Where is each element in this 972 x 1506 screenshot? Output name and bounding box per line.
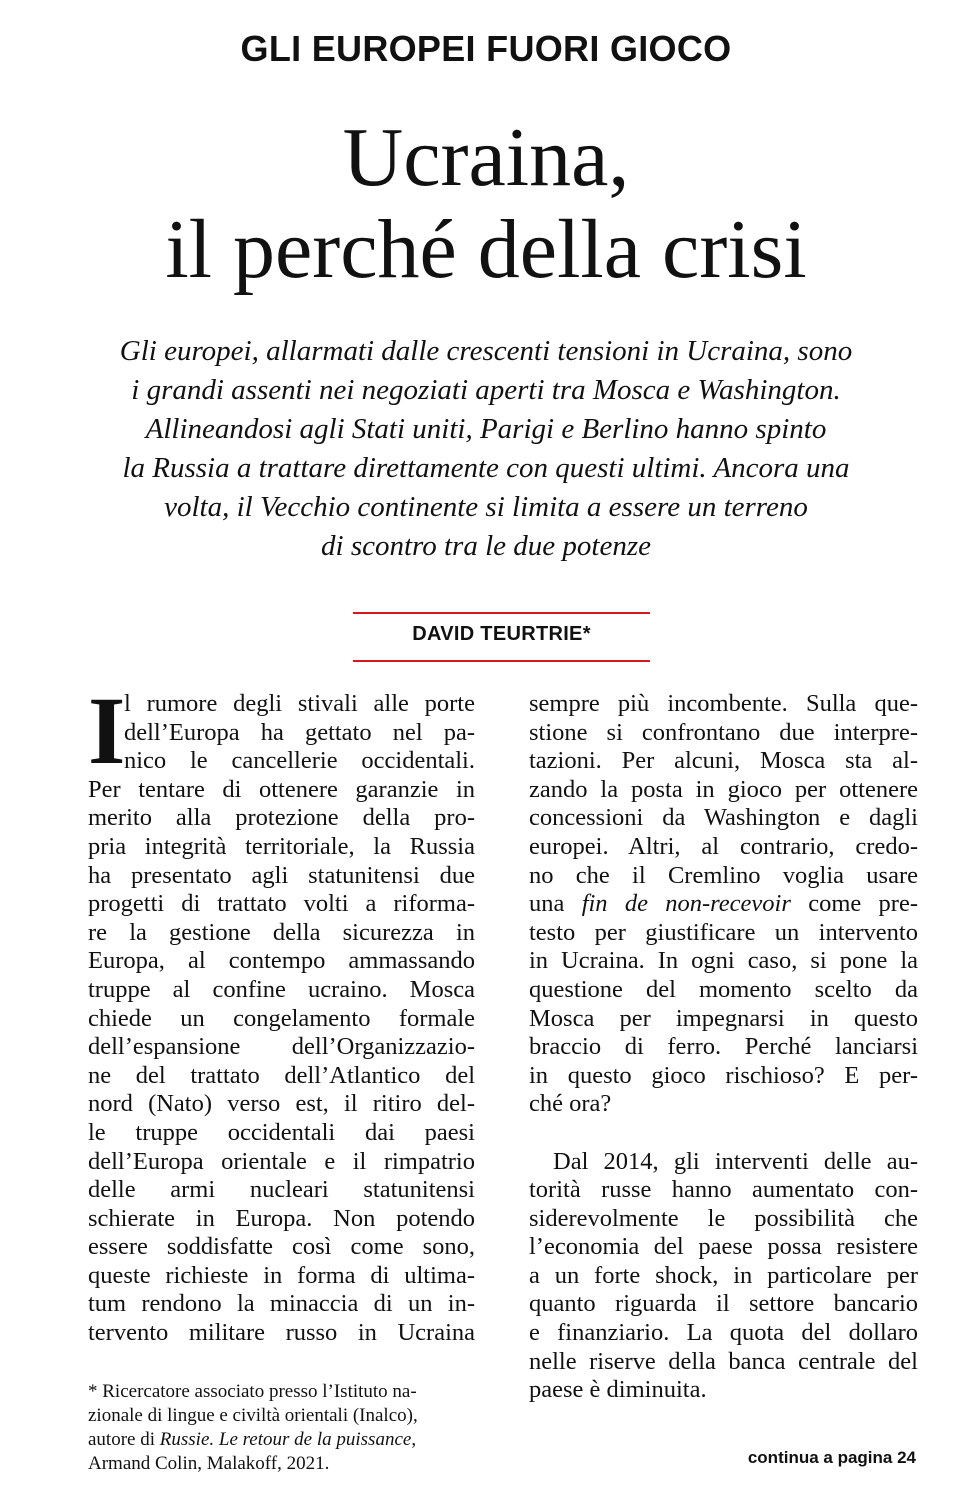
body-line: nelle riserve della banca centrale del [529, 1347, 918, 1375]
body-line: progetti di trattato volti a riforma- [88, 890, 475, 918]
body-line: Dal 2014, gli interventi delle au- [553, 1147, 918, 1175]
body-line: truppe al confine ucraino. Mosca [88, 975, 475, 1003]
body-line: essere soddisfatte così come sono, [88, 1233, 475, 1261]
body-text: una [529, 890, 582, 918]
standfirst-line: Gli europei, allarmati dalle crescenti tensioni in Ucraina, sono [119, 335, 853, 367]
continue-link: continua a pagina 24 [747, 1448, 916, 1467]
body-line: ché ora? [529, 1090, 612, 1118]
body-line: schierate in Europa. Non potendo [88, 1204, 475, 1232]
body-line-italic-phrase [529, 890, 918, 919]
headline [0, 112, 972, 296]
standfirst-line: Allineandosi agli Stati uniti, Parigi e Berlino hanno spinto [145, 413, 827, 445]
byline-rule-bottom [353, 660, 650, 662]
body-line: ha presentato agli statunitensi due [88, 861, 475, 889]
body-line: in Ucraina. In ogni caso, si pone la [529, 947, 918, 975]
body-line: Europa, al contempo ammassando [88, 947, 475, 975]
footnote-line: Armand Colin, Malakoff, 2021. [88, 1453, 330, 1474]
body-line: Per tentare di ottenere garanzie in [88, 775, 475, 803]
footnote-text: autore di [88, 1429, 160, 1450]
body-line: dell’Europa orientale e il rimpatrio [88, 1147, 475, 1175]
body-line: le truppe occidentali dai paesi [88, 1118, 475, 1146]
body-line: nico le cancellerie occidentali. [124, 747, 475, 775]
headline-line: Ucraina, [342, 111, 630, 204]
body-line: quanto riguarda il settore bancario [529, 1290, 918, 1318]
article-column-left [88, 677, 475, 1348]
body-line: testo per giustificare un intervento [529, 918, 918, 946]
drop-cap: I [88, 677, 126, 784]
article-column-right [529, 690, 918, 1405]
body-line: concessioni da Washington e dagli [529, 804, 918, 832]
footnote-line: * Ricercatore associato presso l’Istituto na- [88, 1381, 417, 1402]
body-line: queste richieste in forma di ultima- [88, 1261, 475, 1289]
kicker-heading: GLI EUROPEI FUORI GIOCO [240, 28, 732, 69]
footnote-line [88, 1428, 475, 1452]
body-text: come pre- [790, 890, 918, 918]
body-line: dell’Europa ha gettato nel pa- [124, 718, 475, 746]
body-line: nord (Nato) verso est, il ritiro del- [88, 1090, 475, 1118]
footnote-text: , [411, 1429, 417, 1450]
standfirst [60, 332, 912, 566]
body-line: torità russe hanno aumentato con- [529, 1176, 918, 1204]
byline-rule-top [353, 612, 650, 614]
book-title: Russie. Le retour de la puissance [159, 1429, 412, 1450]
body-line: tazioni. Per alcuni, Mosca sta al- [529, 747, 918, 775]
body-line: tervento militare russo in Ucraina [88, 1319, 475, 1347]
body-line: pria integrità territoriale, la Russia [88, 832, 475, 860]
body-line: in questo gioco rischioso? E per- [529, 1061, 918, 1089]
body-line: ne del trattato dell’Atlantico del [88, 1061, 475, 1089]
standfirst-line: la Russia a trattare direttamente con questi ultimi. Ancora una [122, 452, 850, 484]
body-line: dell’espansione dell’Organizzazio- [88, 1033, 475, 1061]
body-line: e finanziario. La quota del dollaro [529, 1319, 918, 1347]
body-line: delle armi nucleari statunitensi [88, 1176, 475, 1204]
body-line: re la gestione della sicurezza in [88, 918, 475, 946]
paragraph-gap [529, 1119, 918, 1148]
body-line: l rumore degli stivali alle porte [124, 690, 475, 717]
body-line: tum rendono la minaccia di un in- [88, 1290, 475, 1318]
body-line: merito alla protezione della pro- [88, 804, 475, 832]
standfirst-line: di scontro tra le due potenze [321, 530, 651, 562]
body-line: zando la posta in gioco per ottenere [529, 775, 918, 803]
body-line: questione del momento scelto da [529, 975, 918, 1003]
italic-phrase: fin de non-recevoir [581, 890, 791, 918]
standfirst-line: i grandi assenti nei negoziati aperti tra Mosca e Washington. [131, 374, 841, 406]
body-line: chiede un congelamento formale [88, 1004, 475, 1032]
body-line: paese è diminuita. [529, 1376, 707, 1404]
body-line: europei. Altri, al contrario, credo- [529, 832, 918, 860]
body-line: no che il Cremlino voglia usare [529, 861, 918, 889]
body-line: a un forte shock, in particolare per [529, 1261, 918, 1289]
body-line: siderevolmente le possibilità che [529, 1204, 918, 1232]
body-line: sempre più incombente. Sulla que- [529, 690, 918, 717]
byline: DAVID TEURTRIE* [412, 623, 591, 645]
body-line: l’economia del paese possa resistere [529, 1233, 918, 1261]
body-line: Mosca per impegnarsi in questo [529, 1004, 918, 1032]
author-footnote [88, 1380, 475, 1476]
footnote-line: zionale di lingue e civiltà orientali (Inalco), [88, 1405, 418, 1426]
body-line: stione si confrontano due interpre- [529, 718, 918, 746]
headline-line: il perché della crisi [165, 203, 807, 296]
body-line: braccio di ferro. Perché lanciarsi [529, 1033, 918, 1061]
standfirst-line: volta, il Vecchio continente si limita a essere un terreno [164, 491, 808, 523]
